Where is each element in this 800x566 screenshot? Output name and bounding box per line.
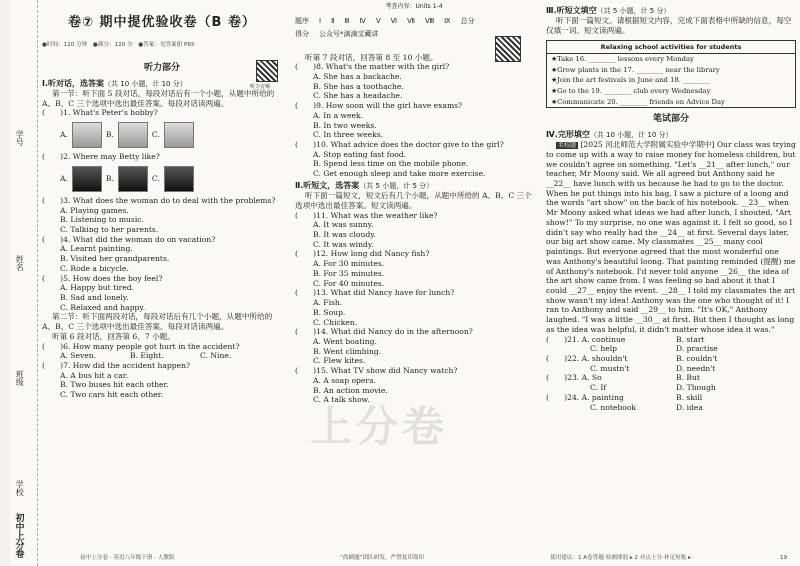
- qr-caption: 听力音频: [250, 84, 271, 90]
- student-id-label: 学号: [15, 130, 25, 146]
- score-col: Ⅶ: [407, 16, 415, 25]
- q11-option-c: C. It was windy.: [313, 239, 374, 249]
- q22-option-a: ( )22. A. shouldn't: [546, 353, 628, 363]
- question-1: ( )1. What's Peter's hobby?: [42, 108, 158, 118]
- question-8: ( )8. What's the matter with the girl?: [295, 62, 450, 72]
- q23-option-c: C. If: [590, 383, 607, 393]
- score-col: 总分: [460, 16, 475, 25]
- table-row: ★Join the art festivals in June and 18. ________: [551, 76, 711, 85]
- table-row: ★Take 16. ________ lessons every Monday: [551, 54, 694, 63]
- question-12: ( )12. How long did Nancy fish?: [295, 249, 430, 259]
- passage-text: [2025 河北师范大学附属实验中学期中] Our class was trying to come up with a way to raise money for homeless children, but we couldn't agree on something. "Let's __21__ after lunch," our teacher, Mr Moony said. We all agreed but Anthony said he __22__ have lunch with us because he had to go to the doctor. When he put things into his bag, I saw a picture of a loong and the words "art show" on the back of his notebook. __23__ when Mr Moony asked what ideas we had after lunch, I shouted, "Art show!" To my surprise, no one was against it. I felt so good, so I didn't say who really had the __24__ at first. Several days later, our big art show came. My classmates __25__ many cool paintings. But everyone agreed that the most wonderful one was Anthony's beautiful loong. That painting reminded (提醒) me of Anthony's notebook. I'd never told anyone __26__ the idea of the art show came from. I was feeling so bad about it that I could __27__ enjoy the event. __28__ I told my classmates the art show wasn't my idea! Anthony was the one who thought of it! I ran to Anthony and said __29__ to him. "It's OK," Anthony laughed. "I was a little __30__ at first. But then I thought as long as the idea was helpful, it didn't matter whose idea it was.": [546, 140, 796, 334]
- score-col: Ⅵ: [390, 16, 398, 25]
- city-image: [164, 166, 194, 192]
- waterfall-image: [72, 166, 102, 192]
- q14-option-c: C. Flew kites.: [313, 356, 366, 366]
- painting-image: [72, 122, 102, 148]
- q11-option-a: A. It was sunny.: [313, 220, 374, 230]
- binding-strip: [10, 0, 38, 566]
- q6-option-a: A. Seven.: [60, 351, 97, 361]
- q4-option-a: A. Learnt painting.: [60, 244, 133, 254]
- part1-title: Ⅰ.听对话，选答案: [42, 78, 105, 88]
- part2-title: Ⅱ.听短文，选答案: [295, 180, 360, 190]
- q11-option-b: B. It was cloudy.: [313, 230, 376, 240]
- q15-option-a: A. A soap opera.: [313, 375, 376, 385]
- q22-row2: [546, 364, 796, 374]
- qr-code-icon[interactable]: [495, 36, 521, 62]
- question-7: ( )7. How did the accident happen?: [42, 361, 191, 370]
- q8-option-b: B. She has a toothache.: [313, 81, 404, 91]
- part4-title: Ⅳ.完形填空: [546, 129, 590, 139]
- q15-option-c: C. A talk show.: [313, 395, 370, 405]
- part4-sub: （共 10 小题，计 10 分）: [589, 130, 673, 139]
- q13-option-b: B. Soup.: [313, 307, 346, 317]
- question-6: ( )6. How many people got hurt in the accident?: [42, 341, 240, 351]
- q2-pictures: A. B. C.: [60, 164, 282, 194]
- scope-header: 考查内容：Units 1-4: [385, 3, 443, 10]
- score-col: Ⅰ: [319, 16, 322, 25]
- wechat-label: 公众号*滴滴宝藏讲: [319, 29, 379, 38]
- q22-option-d: D. needn't: [676, 363, 716, 373]
- score-col: Ⅳ: [359, 16, 366, 25]
- famous-school-tag: 名校题: [558, 142, 577, 150]
- q9-option-b: B. In two weeks.: [313, 120, 377, 130]
- q4-option-b: B. Visited her grandparents.: [60, 254, 170, 264]
- part4-heading: [546, 130, 796, 140]
- page-number: 19: [780, 554, 788, 561]
- gardening-image: [118, 122, 148, 148]
- q24-option-b: B. skill: [676, 392, 703, 402]
- q24-row: [546, 393, 796, 403]
- q23-option-b: B. But: [676, 373, 700, 383]
- q21-option-d: D. practise: [676, 344, 718, 354]
- writing-section-title: 笔试部分: [652, 114, 689, 125]
- q5-option-a: A. Happy but tired.: [60, 283, 134, 293]
- q9-option-c: C. In three weeks.: [313, 130, 384, 140]
- paper-badge: 卷⑦: [68, 14, 95, 30]
- dialog6-intro: 听第 6 段对话，回答第 6、7 小题。: [52, 331, 175, 341]
- q23-row: [546, 373, 796, 383]
- q21-row: [546, 335, 796, 345]
- q7-option-c: C. Two cars hit each other.: [60, 390, 163, 400]
- q21-option-b: B. start: [676, 334, 705, 344]
- part3-sub: （共 5 小题，计 5 分）: [596, 7, 671, 15]
- paper-title: 期中提优验收卷（B 卷）: [99, 14, 256, 30]
- q6-option-c: C. Nine.: [200, 351, 232, 361]
- q12-option-a: A. For 30 minutes.: [313, 259, 385, 269]
- q3-option-a: A. Playing games.: [60, 205, 129, 215]
- q14-option-a: A. Went boating.: [313, 336, 377, 346]
- q3-option-c: C. Talking to her parents.: [60, 224, 159, 234]
- part3-title: Ⅲ.听短文填空: [546, 6, 597, 15]
- question-13: ( )13. What did Nancy have for lunch?: [295, 288, 455, 298]
- tabletennis-image: [164, 122, 194, 148]
- question-10: ( )10. What advice does the doctor give to the girl?: [295, 140, 504, 150]
- q7-option-a: A. A bus hit a car.: [60, 370, 128, 380]
- middle-column: [295, 0, 533, 405]
- left-column: [42, 0, 282, 400]
- part1-intro: 第一节：听下面 5 段对话，每段对话后有一个小题，从题中所给的 A、B、C 三个选项中选出最佳答案。每段对话读两遍。: [42, 88, 275, 108]
- middle-footer: “尚刷题”团队研发，严禁复印盗印: [340, 554, 425, 561]
- q1-pictures: A. B. C.: [60, 120, 282, 150]
- qr-code-icon[interactable]: [256, 60, 278, 82]
- activities-table: [546, 40, 796, 109]
- q9-option-a: A. In a week.: [313, 110, 364, 120]
- question-3: ( )3. What does the woman do to deal with the problems?: [42, 195, 276, 205]
- q10-option-a: A. Stop eating fast food.: [313, 149, 407, 159]
- part1-section2-intro: 第二节：听下面两段对话，每段对话后有几个小题，从题中所给的 A、B、C 三个选项中选出最佳答案。每段对话读两遍。: [42, 312, 273, 332]
- q24-option-a: ( )24. A. painting: [546, 392, 624, 402]
- q8-option-a: A. She has a backache.: [313, 72, 402, 82]
- q24-row2: [546, 403, 796, 413]
- dialog7-intro: 听第 7 段对话，回答第 8 至 10 小题。: [305, 52, 438, 62]
- q13-option-c: C. Chicken.: [313, 317, 358, 327]
- exam-meta: ●时间：120 分钟 ●满分：120 分 ●答案：见答案册 P65: [42, 42, 195, 48]
- title-row: [42, 12, 282, 34]
- q4-option-c: C. Rode a bicycle.: [60, 263, 129, 273]
- table-row: ★Communicate 20. ________ friends on Advice Day: [551, 97, 725, 106]
- q3-option-b: B. Listening to music.: [60, 215, 144, 225]
- score-col: Ⅲ: [344, 16, 350, 25]
- q22-option-c: C. mustn't: [590, 363, 630, 373]
- right-column: [546, 0, 796, 412]
- part3-intro: 听下面一篇短文。请根据短文内容，完成下面表格中所缺的信息，每空仅填一词。短文读两遍。: [546, 16, 792, 35]
- q10-option-b: B. Spend less time on the mobile phone.: [313, 159, 469, 169]
- score-col: Ⅸ: [444, 16, 451, 25]
- part2-intro: 听下面一篇短文，短文后有几个小题，从题中所给的 A、B、C 三个选项中选出最佳答案。短文读两遍。: [295, 191, 532, 210]
- q23-option-d: D. Though: [676, 383, 716, 393]
- score-row-label: 得分: [295, 29, 309, 38]
- part2-heading: [295, 181, 533, 191]
- school-label: 学校: [15, 480, 25, 496]
- question-9: ( )9. How soon will the girl have exams?: [295, 101, 463, 111]
- score-label: 题序: [295, 16, 309, 25]
- part3-heading: [546, 6, 796, 16]
- question-4: ( )4. What did the woman do on vacation?: [42, 234, 216, 244]
- q6-options: [42, 351, 282, 361]
- q14-option-b: B. Went climbing.: [313, 346, 382, 356]
- part2-sub: （共 5 小题，计 5 分）: [359, 181, 434, 190]
- q15-option-b: B. An action movie.: [313, 385, 388, 395]
- q8-option-c: C. She has a headache.: [313, 91, 403, 101]
- listening-section-title: 听力部分: [143, 63, 180, 74]
- table-title: Relaxing school activities for students: [547, 41, 795, 54]
- q10-option-c: C. Get enough sleep and take more exercise.: [313, 169, 486, 179]
- question-15: ( )15. What TV show did Nancy watch?: [295, 366, 458, 376]
- q5-option-c: C. Relaxed and happy.: [60, 302, 146, 312]
- q12-option-b: B. For 35 minutes.: [313, 268, 385, 278]
- class-label: 班级: [15, 370, 25, 386]
- q24-option-d: D. idea: [676, 402, 703, 412]
- q22-row: [546, 354, 796, 364]
- q22-option-b: B. couldn't: [676, 353, 718, 363]
- q13-option-a: A. Fish.: [313, 298, 343, 308]
- question-14: ( )14. What did Nancy do in the afternoon?: [295, 327, 473, 337]
- q24-option-c: C. notebook: [590, 402, 636, 412]
- q12-option-c: C. For 40 minutes.: [313, 278, 385, 288]
- q21-option-c: C. help: [590, 344, 618, 354]
- question-2: ( )2. Where may Betty like?: [42, 152, 160, 162]
- question-11: ( )11. What was the weather like?: [295, 210, 438, 220]
- score-col: Ⅷ: [424, 16, 435, 25]
- table-row: ★Go to the 19. ________ club every Wednesday: [551, 87, 711, 96]
- q23-option-a: ( )23. A. So: [546, 373, 602, 383]
- q7-option-b: B. Two buses hit each other.: [60, 380, 169, 390]
- score-col: Ⅱ: [331, 16, 335, 25]
- watermark: 上分卷: [310, 402, 449, 451]
- score-table: [295, 17, 533, 26]
- brand-logo: 初中上分卷: [13, 513, 24, 558]
- bridge-image: [118, 166, 148, 192]
- q5-option-b: B. Sad and lonely.: [60, 292, 129, 302]
- question-5: ( )5. How does the boy feel?: [42, 273, 163, 283]
- part1-heading: [42, 79, 282, 89]
- q21-row2: [546, 344, 796, 354]
- left-footer: 初中上分卷 · 英语八年级下册 · 人教版: [80, 554, 175, 561]
- q23-row2: [546, 383, 796, 393]
- score-col: Ⅴ: [375, 16, 381, 25]
- name-label: 姓名: [15, 255, 25, 271]
- cloze-passage: [546, 140, 796, 334]
- table-row: ★Grow plants in the 17. ________ near the library: [551, 65, 720, 74]
- exam-sheet: [10, 0, 800, 566]
- q6-option-b: B. Eight.: [130, 351, 164, 361]
- right-footer: 使用建议：1 A卷答题·检测薄弱 ▸ 2 对点上分·补足短板 ▸: [550, 554, 691, 561]
- q21-option-a: ( )21. A. continue: [546, 334, 626, 344]
- part1-sub: （共 10 小题，计 10 分）: [104, 79, 187, 88]
